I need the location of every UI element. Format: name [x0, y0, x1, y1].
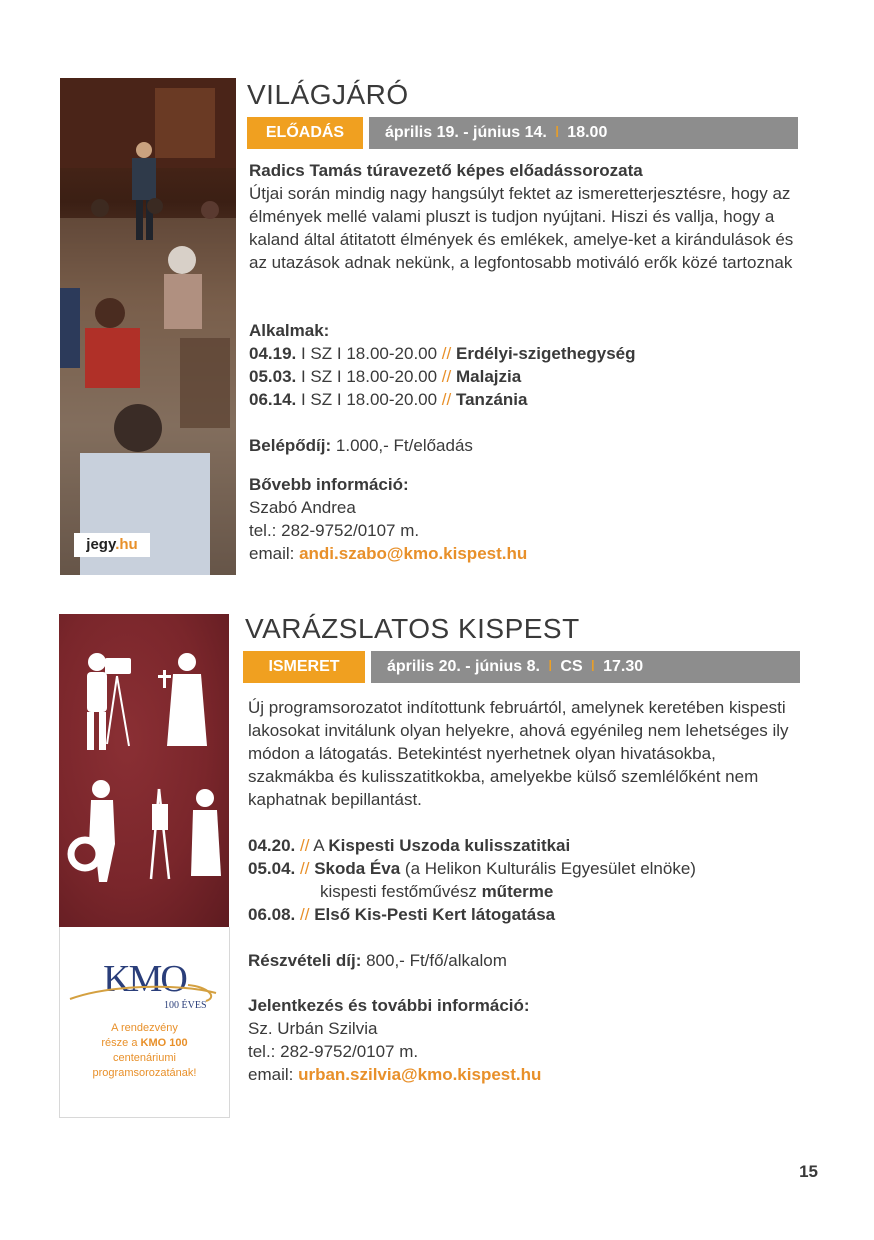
contact-name: Szabó Andrea: [249, 498, 356, 517]
email-link[interactable]: urban.szilvia@kmo.kispest.hu: [298, 1065, 542, 1084]
section2-info-bar: [243, 651, 800, 683]
email-link[interactable]: andi.szabo@kmo.kispest.hu: [299, 544, 528, 563]
list-item-continuation: kispesti festőművész műterme: [320, 882, 554, 901]
contact-phone: tel.: 282-9752/0107 m.: [249, 521, 420, 540]
section1-body: [249, 159, 799, 274]
contact-name: Sz. Urbán Szilvia: [248, 1019, 378, 1038]
list-item: 05.04. // Skoda Éva (a Helikon Kulturális Egyesület elnöke): [248, 859, 696, 878]
info-label: Bővebb információ:: [249, 475, 409, 494]
occasion-row: 05.03. I SZ I 18.00-20.00 // Malajzia: [249, 367, 522, 386]
occasions-label: Alkalmak:: [249, 321, 330, 340]
contact-phone: tel.: 282-9752/0107 m.: [248, 1042, 419, 1061]
info-label: Jelentkezés és további információ:: [248, 996, 530, 1015]
lecture-photo: [60, 78, 236, 575]
section1-title: VILÁGJÁRÓ: [247, 79, 409, 110]
kmo-caption: A rendezvény része a KMO 100 centenáriumi programsorozatának!: [92, 1022, 197, 1079]
schedule-info: április 20. - június 8. I CS I 17.30: [371, 651, 800, 683]
section1-subtitle: Radics Tamás túravezető képes előadássorozata: [249, 161, 643, 180]
silhouettes-illustration: [59, 614, 229, 927]
section1-description: Útjai során mindig nagy hangsúlyt fektet az ismeretterjesztésre, hogy az élmények mellé valami pluszt is tudjon nyújtani. Hiszi és vallja, hogy a kaland által átitatott élmények és emlékek, amelye-ket a kirándulások és az utazások adnak nekünk, a legfontosabb motiváló erők közé tartoznak: [249, 184, 794, 272]
section1-fee: Belépődíj: 1.000,- Ft/előadás: [249, 436, 473, 455]
list-item: 06.08. // Első Kis-Pesti Kert látogatása: [248, 905, 556, 924]
section2-title: VARÁZSLATOS KISPEST: [245, 613, 580, 644]
section1-occasions: [249, 319, 799, 411]
category-badge: ISMERET: [243, 651, 365, 683]
section1-info-bar: [247, 117, 798, 149]
category-badge: ELŐADÁS: [247, 117, 363, 149]
section1-contact: Bővebb információ: Szabó Andrea tel.: 282-9752/0107 m. email: andi.szabo@kmo.kispest.hu: [249, 473, 799, 565]
section2-items: [248, 834, 798, 926]
jegy-hu-logo[interactable]: jegy.hu: [74, 533, 150, 557]
kmo-100-eves: 100 ÉVES: [164, 1000, 207, 1011]
list-item: 04.20. // A Kispesti Uszoda kulisszatitkai: [248, 836, 571, 855]
section2-contact: Jelentkezés és további információ: Sz. Urbán Szilvia tel.: 282-9752/0107 m. email: urban.szilvia@kmo.kispest.hu: [248, 994, 798, 1086]
page-number: 15: [799, 1162, 818, 1181]
section2-fee: Részvételi díj: 800,- Ft/fő/alkalom: [248, 951, 507, 970]
kmo-logo: KMO: [103, 958, 186, 1000]
occasion-row: 04.19. I SZ I 18.00-20.00 // Erdélyi-szigethegység: [249, 344, 636, 363]
occasion-row: 06.14. I SZ I 18.00-20.00 // Tanzánia: [249, 390, 528, 409]
schedule-info: április 19. - június 14. I 18.00: [369, 117, 798, 149]
kmo-100-box: [59, 927, 230, 1118]
section2-description: Új programsorozatot indítottunk februártól, amelynek keretében kispesti lakosokat invitálunk olyan helyekre, ahová egyénileg nem lehetséges ily módon a látogatás. Betekintést nyerhetnek olyan hivatásokba, szakmákba és kulisszatitkokba, amelyekbe külső szemlélőként nem kaphatnak bepillantást.: [248, 698, 789, 809]
